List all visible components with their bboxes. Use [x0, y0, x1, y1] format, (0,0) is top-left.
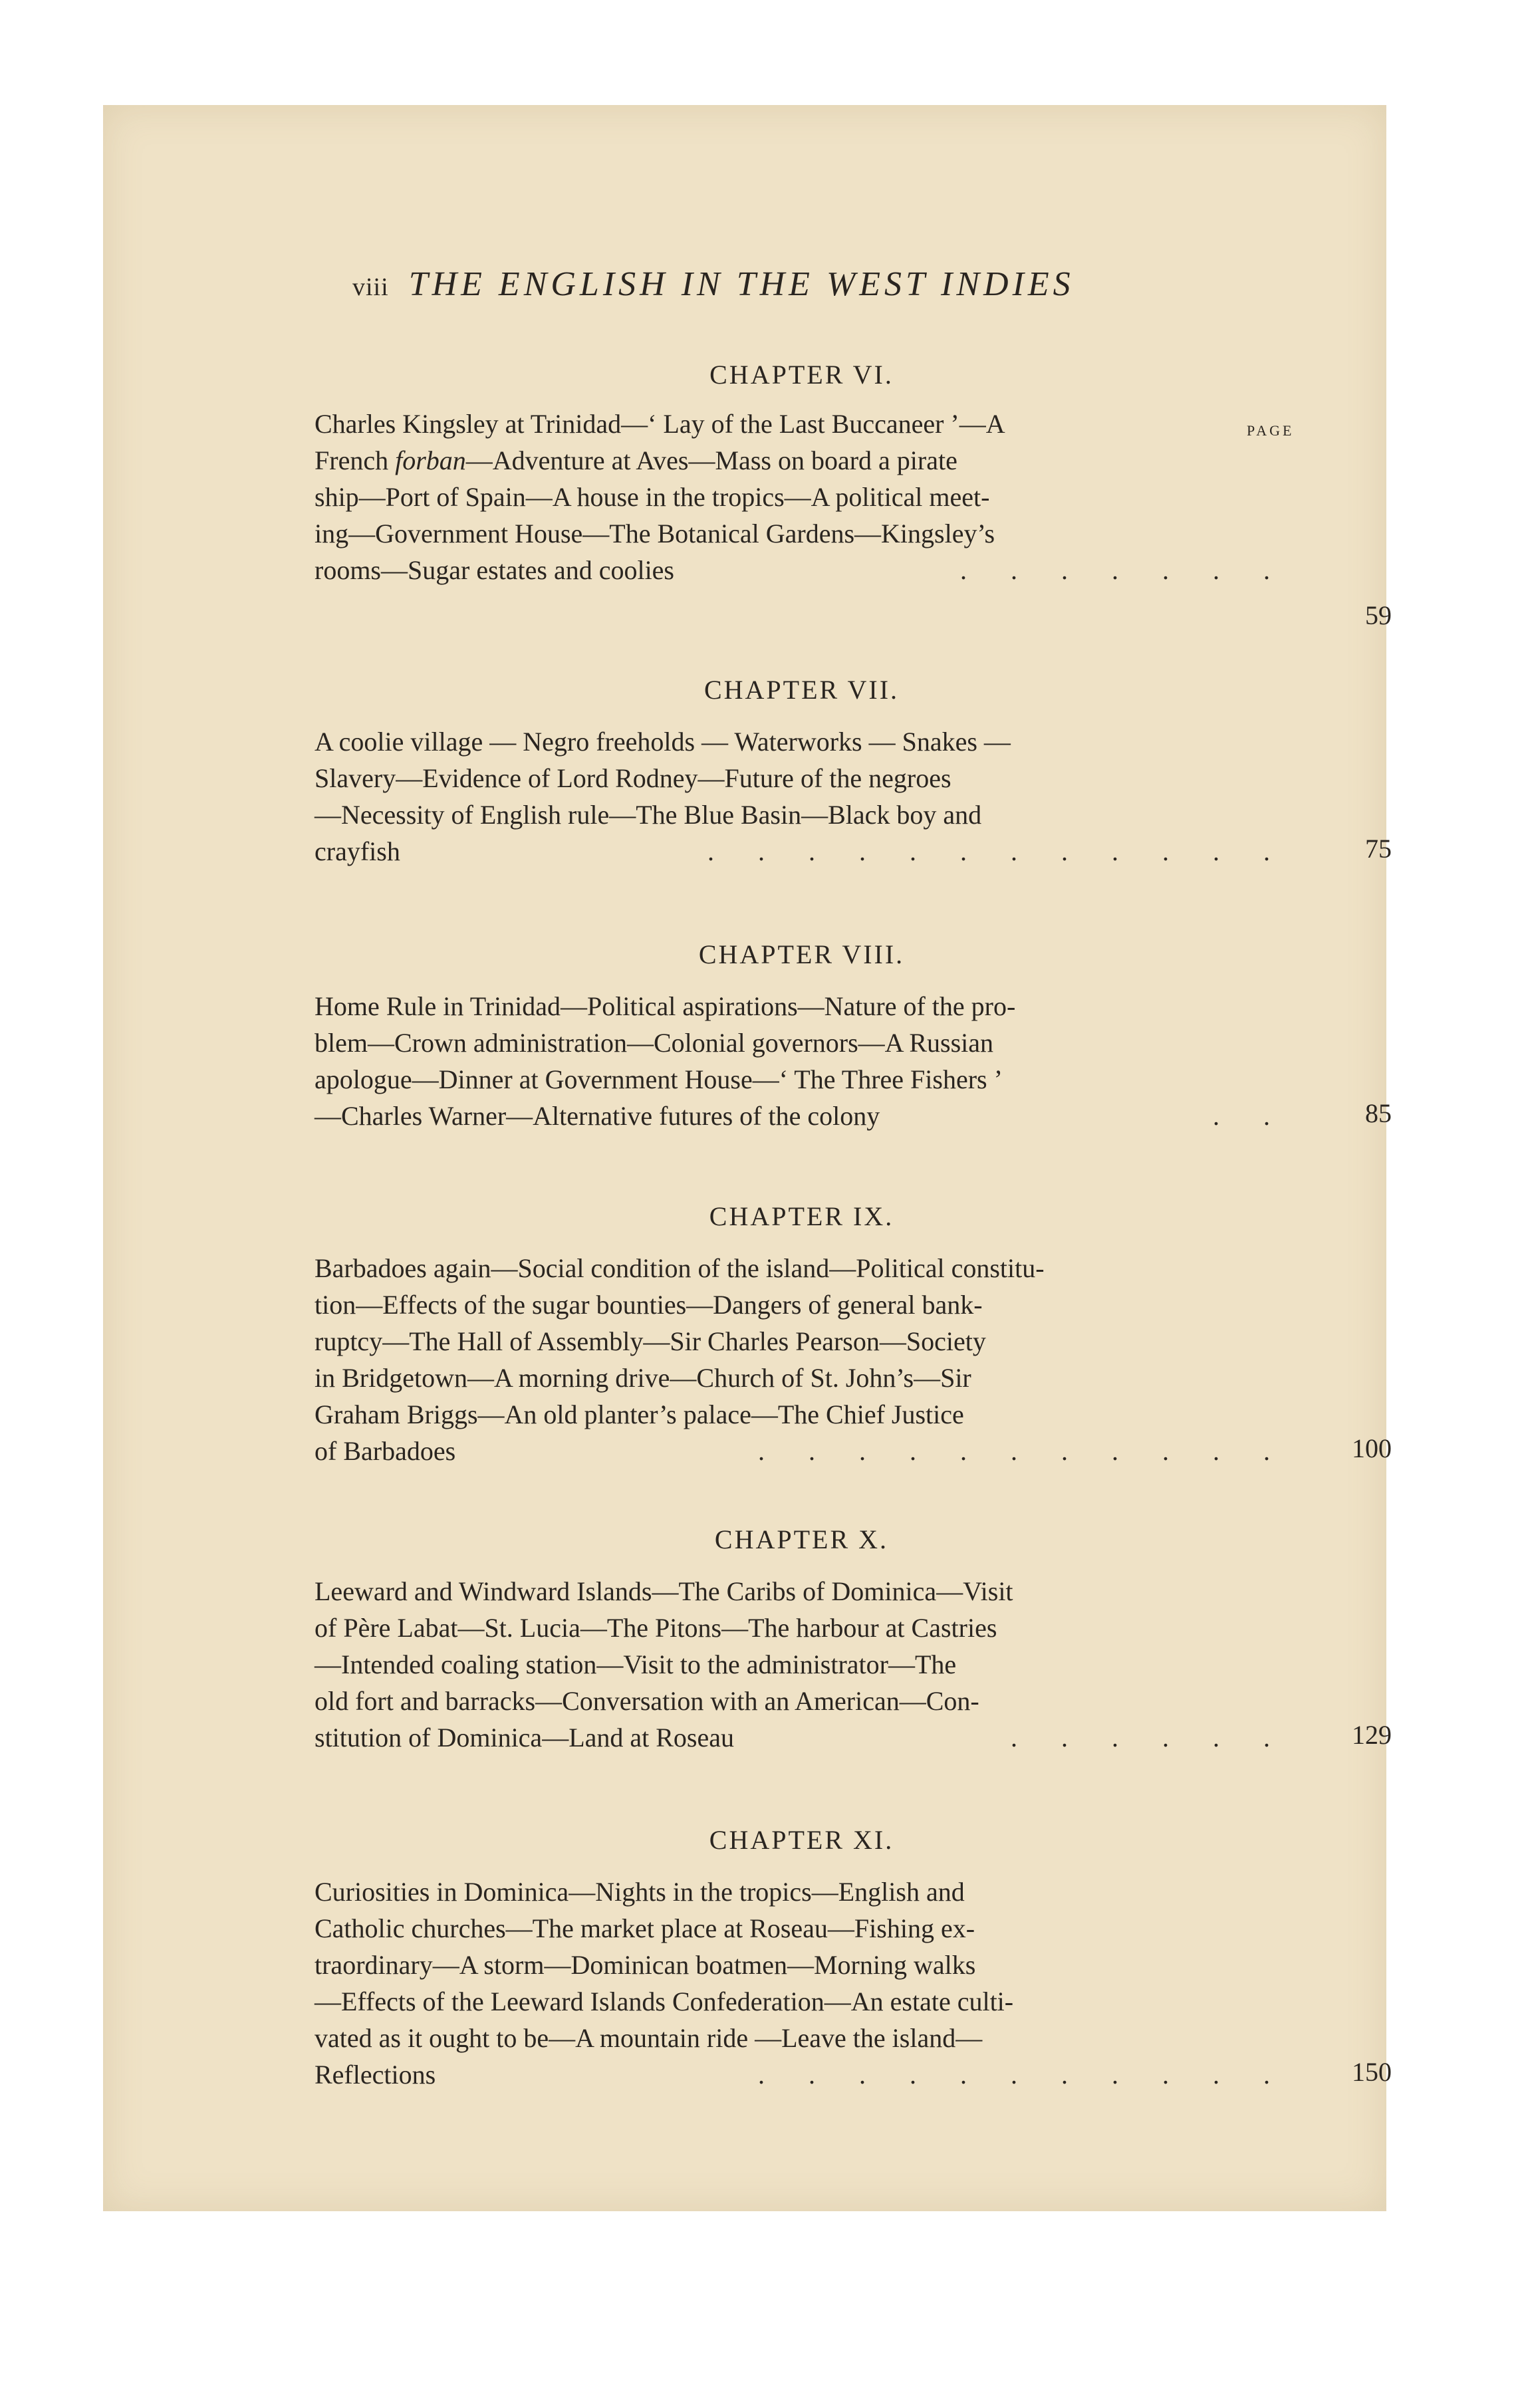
summary-line: old fort and barracks—Conversation with an American—Con-	[315, 1686, 979, 1716]
chapter-entry	[315, 1521, 1392, 1756]
chapter-summary	[315, 988, 1289, 1134]
summary-line: Charles Kingsley at Trinidad—‘ Lay of the Last Buccaneer ’—A	[315, 409, 1005, 439]
summary-line: vated as it ought to be—A mountain ride —Leave the island—	[315, 2023, 983, 2053]
summary-line: rooms—Sugar estates and coolies	[315, 555, 674, 585]
running-head	[352, 265, 1390, 304]
chapter-page-number: 100	[1352, 1433, 1392, 1463]
chapter-summary	[315, 1573, 1289, 1756]
chapter-summary	[315, 1873, 1289, 2093]
chapter-page-number: 59	[1365, 600, 1392, 630]
italic-term: forban	[395, 445, 466, 475]
chapter-page-number: 150	[1352, 2057, 1392, 2087]
summary-line	[315, 442, 1289, 479]
summary-line: crayfish	[315, 836, 400, 866]
book-title: THE ENGLISH IN THE WEST INDIES	[408, 265, 1075, 303]
summary-line: —Charles Warner—Alternative futures of the colony	[315, 1101, 880, 1131]
summary-line: Leeward and Windward Islands—The Caribs of Dominica—Visit	[315, 1576, 1013, 1606]
summary-last-line	[315, 2056, 1289, 2093]
summary-line: blem—Crown administration—Colonial governors—A Russian	[315, 1028, 994, 1058]
chapter-summary	[315, 1250, 1289, 1469]
summary-last-line	[315, 552, 1289, 588]
chapter-page-number: 85	[1365, 1098, 1392, 1128]
summary-line: stitution of Dominica—Land at Roseau	[315, 1723, 734, 1752]
summary-last-line	[315, 833, 1289, 870]
chapter-page-number: 129	[1352, 1720, 1392, 1750]
chapter-heading: CHAPTER VI.	[709, 360, 894, 390]
summary-line: A coolie village — Negro freeholds — Waterworks — Snakes —	[315, 727, 1011, 757]
chapter-entry	[315, 1198, 1392, 1469]
summary-line: of Père Labat—St. Lucia—The Pitons—The harbour at Castries	[315, 1613, 997, 1643]
summary-line: tion—Effects of the sugar bounties—Dangers of general bank-	[315, 1290, 983, 1320]
summary-word: French	[315, 445, 389, 475]
chapter-heading: CHAPTER X.	[714, 1524, 889, 1554]
page-number: viii	[352, 273, 389, 301]
summary-last-line	[315, 1098, 1289, 1134]
summary-word: —Adventure at Aves—Mass on board a pirate	[465, 445, 957, 475]
summary-line: Home Rule in Trinidad—Political aspirations—Nature of the pro-	[315, 991, 1016, 1021]
chapter-entry	[315, 936, 1392, 1134]
summary-line: Slavery—Evidence of Lord Rodney—Future of the negroes	[315, 763, 951, 793]
summary-line: ship—Port of Spain—A house in the tropics—A political meet-	[315, 482, 990, 512]
chapter-heading: CHAPTER IX.	[709, 1201, 894, 1231]
summary-last-line	[315, 1433, 1289, 1469]
summary-line: ing—Government House—The Botanical Gardens—Kingsley’s	[315, 519, 995, 548]
chapter-heading: CHAPTER VIII.	[698, 939, 905, 969]
leader-dots: . . . . . . . . . . .	[758, 2060, 1289, 2090]
leader-dots: . . . . . . . . . . .	[758, 1436, 1289, 1466]
chapter-summary	[315, 723, 1289, 870]
leader-dots: . .	[1213, 1101, 1289, 1131]
summary-line: Catholic churches—The market place at Roseau—Fishing ex-	[315, 1913, 975, 1943]
summary-line: Graham Briggs—An old planter’s palace—The Chief Justice	[315, 1399, 964, 1429]
page-column-label: PAGE	[1247, 422, 1295, 439]
chapter-entry	[315, 1822, 1392, 2093]
summary-line: —Intended coaling station—Visit to the administrator—The	[315, 1649, 957, 1679]
summary-last-line	[315, 1719, 1289, 1756]
chapter-heading: CHAPTER VII.	[703, 675, 900, 705]
summary-line: of Barbadoes	[315, 1436, 456, 1466]
book-page	[103, 105, 1392, 2211]
chapter-heading: CHAPTER XI.	[709, 1825, 894, 1855]
chapter-summary	[315, 406, 1289, 588]
summary-line: —Necessity of English rule—The Blue Basin—Black boy and	[315, 800, 982, 830]
chapter-entry	[315, 356, 1392, 630]
summary-line: ruptcy—The Hall of Assembly—Sir Charles Pearson—Society	[315, 1326, 986, 1356]
summary-line: Barbadoes again—Social condition of the island—Political constitu-	[315, 1253, 1045, 1283]
summary-line: —Effects of the Leeward Islands Confederation—An estate culti-	[315, 1987, 1014, 2016]
leader-dots: . . . . . . . . . . . .	[707, 836, 1289, 866]
summary-line: in Bridgetown—A morning drive—Church of St. John’s—Sir	[315, 1363, 971, 1393]
chapter-entry	[315, 671, 1392, 870]
summary-line: apologue—Dinner at Government House—‘ The Three Fishers ’	[315, 1064, 1003, 1094]
leader-dots: . . . . . . .	[960, 555, 1289, 585]
summary-line: traordinary—A storm—Dominican boatmen—Morning walks	[315, 1950, 976, 1980]
leader-dots: . . . . . .	[1011, 1723, 1289, 1752]
summary-line: Curiosities in Dominica—Nights in the tropics—English and	[315, 1877, 965, 1907]
summary-line: Reflections	[315, 2060, 436, 2090]
chapter-page-number: 75	[1365, 834, 1392, 864]
